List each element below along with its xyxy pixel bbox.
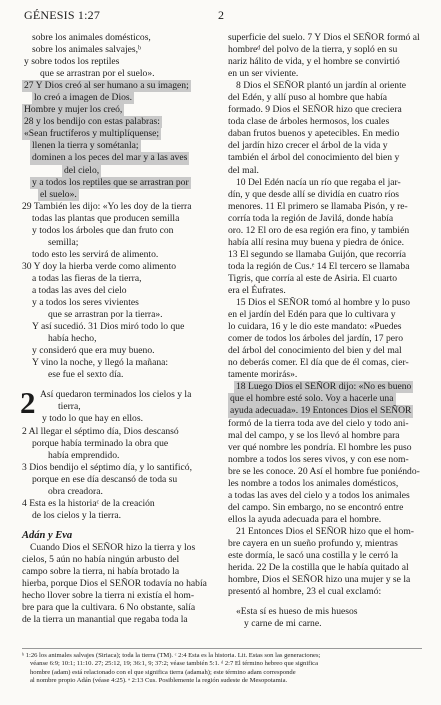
highlight: y a todos los reptiles que se arrastran por	[32, 176, 189, 188]
prose-line: del campo. Sin embargo, no se encontró entre	[228, 501, 404, 513]
verse-line: porque en ese día descansó de toda su	[32, 473, 178, 485]
footnotes	[22, 648, 422, 685]
spacer	[228, 598, 424, 606]
prose-line: ellos la ayuda adecuada para el hombre.	[228, 513, 382, 525]
section-heading: Adán y Eva	[22, 529, 73, 541]
prose-line: herida. 22 De la costilla que le había quitado al	[228, 562, 409, 574]
prose-line: formó de la tierra toda ave del cielo y todo ani-	[228, 417, 409, 429]
prose-line: en el jardín del Edén para que lo cultivara y	[228, 309, 396, 321]
prose-line: dín, y que desde allí se dividía en cuatro ríos	[228, 188, 400, 200]
chapter-number: 2	[20, 385, 36, 421]
prose-line: este dormía, le sacó una costilla y le cerró la	[228, 550, 398, 562]
prose-line: 21 Entonces Dios el SEÑOR hizo que el hom-	[236, 525, 414, 537]
verse-line: Así quedaron terminados los cielos y la	[40, 389, 192, 401]
page-number: 2	[218, 8, 225, 22]
verse-line: había emprendido.	[48, 449, 120, 461]
prose-line: hierba, porque Dios el SEÑOR todavía no había	[22, 578, 207, 590]
prose-line: hecho llover sobre la tierra ni existía el hom-	[22, 590, 195, 602]
prose-line: 10 Del Edén nacía un río que regaba el jar-	[236, 176, 401, 188]
verse-line-highlighted	[22, 80, 222, 92]
highlight: ayuda adecuada». 19 Entonces Dios el SEÑOR	[230, 405, 412, 417]
footnote-line: al nombre propio Adán (véase 4:25). ᵉ 2:13 Cus. Posiblemente la región sudeste de Mesopotamia.	[30, 676, 288, 684]
verse-line: y sobre todos los reptiles	[24, 56, 120, 68]
left-column	[22, 32, 222, 626]
verse-line: 29 También les dijo: «Yo les doy de la tierra	[22, 200, 192, 212]
prose-line: hombreᵈ del polvo de la tierra, y sopló en su	[228, 44, 398, 56]
footnote-line: véanse 6:9; 10:1; 11:10. 27; 25:12, 19; 36:1, 9; 37:2; véase también 5:1. ᵈ 2:7 El término hebreo que significa	[30, 660, 319, 668]
verse-line: a todas las fieras de la tierra,	[32, 272, 142, 284]
prose-line: de la tierra un manantial que regaba toda la	[22, 614, 188, 626]
highlight: «Sean fructíferos y multiplíquense;	[24, 128, 160, 140]
verse-line: había hecho,	[48, 333, 97, 345]
prose-line: bre se les conoce. 20 Así el hombre fue poniéndo-	[228, 465, 420, 477]
book-reference: GÉNESIS 1:27	[24, 8, 101, 22]
prose-line: tamente morirás».	[228, 369, 298, 381]
footnote-line: ᵇ 1:26 los animales salvajes (Siriaca); toda la tierra (TM). ᶜ 2:4 Esta es la historia. Lit. Estas son las generaciones;	[22, 652, 321, 659]
verse-line: de los cielos y la tierra.	[32, 509, 121, 521]
highlight: el suelo».	[40, 188, 77, 200]
verse-line: obra creadora.	[48, 485, 103, 497]
verse-line: todo esto les servirá de alimento.	[32, 248, 159, 260]
prose-line-highlighted	[228, 405, 424, 417]
verse-line: Y así sucedió. 31 Dios miró todo lo que	[32, 321, 185, 333]
prose-line-highlighted	[228, 381, 424, 393]
verse-line-highlighted	[22, 128, 222, 140]
highlight: Hombre y mujer los creó,	[24, 104, 123, 116]
verse-line-highlighted	[22, 104, 222, 116]
prose-line: daban frutos buenos y apetecibles. En medio	[228, 128, 400, 140]
prose-line: toda la región de Cus.ᵉ 14 El tercero se llamaba	[228, 260, 410, 272]
prose-line: 15 Dios el SEÑOR tomó al hombre y lo puso	[236, 297, 411, 309]
prose-line: del mal.	[228, 164, 259, 176]
verse-line: a todas las aves del cielo	[32, 284, 127, 296]
verse-line-highlighted	[22, 116, 222, 128]
prose-line: del Edén, y allí puso al hombre que había	[228, 92, 388, 104]
verse-line: 3 Dios bendijo el séptimo día, y lo santificó,	[22, 461, 192, 473]
prose-line: en un ser viviente.	[228, 68, 299, 80]
verse-line: porque había terminado la obra que	[32, 437, 169, 449]
verse-line: sobre los animales domésticos,	[32, 32, 151, 43]
prose-line: nombre a todos los seres vivos, y con ese nom-	[228, 453, 409, 465]
footnote-line: hombre (adam) está relacionado con el que significa tierra (adamah); este término adam corresponde	[30, 668, 296, 676]
page-header	[24, 8, 424, 24]
prose-line: también el árbol del conocimiento del bien y	[228, 152, 400, 164]
chapter-2-block	[20, 385, 222, 522]
prose-line: toda clase de árboles hermosos, los cuales	[228, 116, 390, 128]
prose-line: del árbol del conocimiento del bien y del mal	[228, 345, 402, 357]
prose-line: no deberás comer. El día que de él comas, cier-	[228, 357, 409, 369]
verse-line: y a todos los seres vivientes	[32, 297, 139, 309]
prose-line: presentó al hombre, 23 el cual exclamó:	[228, 586, 382, 598]
verse-line: tierra,	[58, 401, 81, 413]
prose-line: cielos, 5 aún no había ningún arbusto del	[22, 553, 180, 565]
prose-line: ver qué nombre les pondría. El hombre les puso	[228, 441, 412, 453]
prose-line: del jardín hizo crecer el árbol de la vida y	[228, 140, 388, 152]
verse-line-highlighted	[22, 165, 222, 177]
prose-line: a todas las aves del cielo y a todos los animales	[228, 489, 410, 501]
poem-line: «Esta sí es hueso de mis huesos	[236, 606, 358, 618]
verse-line: y todos los árboles que dan fruto con	[32, 224, 174, 236]
prose-line: superficie del suelo. 7 Y Dios el SEÑOR formó al	[228, 32, 420, 43]
prose-line: mal del campo, y se los llevó al hombre para	[228, 429, 400, 441]
verse-line: que se arrastran por la tierra».	[48, 309, 163, 321]
spacer	[22, 381, 222, 389]
verse-line-highlighted	[22, 189, 222, 201]
prose-line: lo cuidara, 16 y le dio este mandato: «Puedes	[228, 321, 402, 333]
highlight: lo creó a imagen de Dios.	[34, 92, 133, 104]
verse-line: 4 Esta es la historiaᶜ de la creación	[22, 497, 155, 509]
highlight: que el hombre esté solo. Voy a hacerle una	[230, 393, 394, 405]
highlight: 28 y los bendijo con estas palabras:	[24, 116, 160, 128]
prose-line: nariz hálito de vida, y el hombre se convirtió	[228, 56, 400, 68]
prose-line-highlighted	[228, 393, 424, 405]
highlight: 18 Luego Dios el SEÑOR dijo: «No es bueno	[236, 381, 412, 393]
prose-line: hombre, Dios el SEÑOR hizo una mujer y se la	[228, 574, 411, 586]
prose-line: corría toda la región de Javilá, donde había	[228, 212, 394, 224]
prose-line: era el Éufrates.	[228, 284, 286, 296]
verse-line: Y vino la noche, y llegó la mañana:	[32, 357, 169, 369]
verse-line: y consideró que era muy bueno.	[32, 345, 155, 357]
verse-line-highlighted	[22, 177, 222, 189]
verse-line: 2 Al llegar el séptimo día, Dios descansó	[22, 425, 179, 437]
verse-line: que se arrastran por el suelo».	[40, 68, 155, 80]
verse-line-highlighted	[22, 92, 222, 104]
right-column	[228, 32, 424, 630]
verse-line: y todo lo que hay en ellos.	[42, 413, 143, 425]
prose-line: les nombre a todos los animales domésticos,	[228, 477, 399, 489]
highlight: 27 Y Dios creó al ser humano a su imagen;	[24, 80, 189, 92]
prose-line: formado. 9 Dios el SEÑOR hizo que creciera	[228, 104, 402, 116]
verse-line: sobre los animales salvajes,ᵇ	[32, 44, 142, 56]
prose-line: menores. 11 El primero se llamaba Pisón, y re-	[228, 200, 408, 212]
verse-line: ese fue el sexto día.	[48, 369, 124, 381]
verse-line: semilla;	[48, 236, 79, 248]
highlight: del cielo,	[64, 164, 100, 176]
verse-line-highlighted	[22, 152, 222, 164]
prose-line: campo sobre la tierra, ni había brotado la	[22, 566, 180, 578]
prose-line: bre cayera en un sueño profundo y, mientras	[228, 537, 398, 549]
prose-line: Tigris, que corría al este de Asiria. El cuarto	[228, 272, 398, 284]
prose-line: oro. 12 El oro de esa región era fino, y también	[228, 224, 410, 236]
highlight: dominen a los peces del mar y a las aves	[32, 152, 188, 164]
prose-line: comer de todos los árboles del jardín, 17 pero	[228, 333, 404, 345]
poem-line: y carne de mi carne.	[244, 618, 322, 630]
prose-line: 8 Dios el SEÑOR plantó un jardín al oriente	[236, 80, 406, 92]
prose-line: 13 El segundo se llamaba Guijón, que recorría	[228, 248, 406, 260]
prose-line: había allí resina muy buena y piedra de ónice.	[228, 236, 405, 248]
prose-line: Cuando Dios el SEÑOR hizo la tierra y los	[30, 541, 196, 553]
spacer	[22, 522, 222, 530]
highlight: llenen la tierra y sométanla;	[32, 140, 139, 152]
verse-line: todas las plantas que producen semilla	[32, 212, 180, 224]
prose-line: bre para que la cultivara. 6 No obstante, salía	[22, 602, 196, 614]
verse-line-highlighted	[22, 140, 222, 152]
verse-line: 30 Y doy la hierba verde como alimento	[22, 260, 177, 272]
